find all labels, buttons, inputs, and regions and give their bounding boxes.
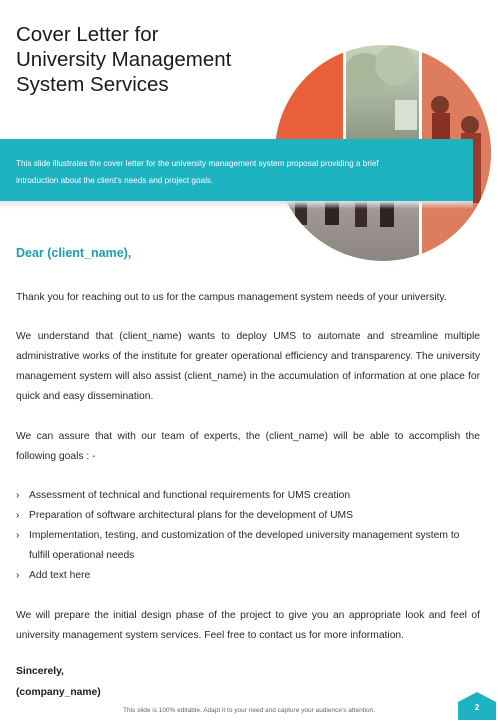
- page-number: 2: [474, 703, 480, 712]
- goals-list: [16, 486, 482, 586]
- footer-note: This slide is 100% editable. Adapt it to your need and capture your audience's attention.: [122, 707, 375, 714]
- goal-item: [16, 506, 482, 526]
- sign-off: Sincerely,: [16, 666, 64, 677]
- orange-tile: [275, 45, 343, 139]
- banner-shadow: [0, 201, 473, 209]
- goal-text: Assessment of technical and functional requirements for UMS creation: [29, 490, 351, 501]
- bullet-chevron-icon: ›: [16, 530, 20, 541]
- goal-item: [16, 526, 482, 566]
- goal-text: Preparation of software architectural plans for the development of UMS: [29, 510, 353, 521]
- bullet-chevron-icon: ›: [16, 490, 20, 501]
- company-name: (company_name): [16, 687, 101, 698]
- letter-closing: [16, 661, 101, 703]
- bullet-chevron-icon: ›: [16, 570, 20, 581]
- bullet-chevron-icon: ›: [16, 510, 20, 521]
- banner-text: This slide illustrates the cover letter for the university management system proposal providing a brief introduction about the client's needs and project goals.: [16, 159, 379, 185]
- goal-item: [16, 566, 482, 586]
- page-number-badge: [458, 692, 496, 720]
- goal-text: Add text here: [29, 570, 91, 581]
- goal-item: [16, 486, 482, 506]
- title-line: System Services: [16, 73, 169, 96]
- salutation: Dear (client_name),: [16, 246, 132, 260]
- letter-paragraph: We will prepare the initial design phase of the project to give you an appropriate look and feel of university management system services. Feel free to contact us for more information.: [16, 610, 480, 641]
- letter-paragraph: Thank you for reaching out to us for the campus management system needs of your university.: [16, 292, 447, 303]
- goal-text: Implementation, testing, and customization of the developed university management system to fulfill operational needs: [29, 530, 460, 561]
- page-title: [16, 22, 276, 97]
- letter-paragraph: We understand that (client_name) wants to deploy UMS to automate and streamline multiple administrative works of the institute for greater operational efficiency and transparency. The university management system will also assist (client_name) in the accumulation of information at one place for quick and easy dissemination.: [16, 331, 480, 402]
- title-line: University Management: [16, 48, 232, 71]
- title-line: Cover Letter for: [16, 23, 159, 46]
- letter-paragraph: We can assure that with our team of experts, the (client_name) will be able to accomplish the following goals : -: [16, 431, 480, 462]
